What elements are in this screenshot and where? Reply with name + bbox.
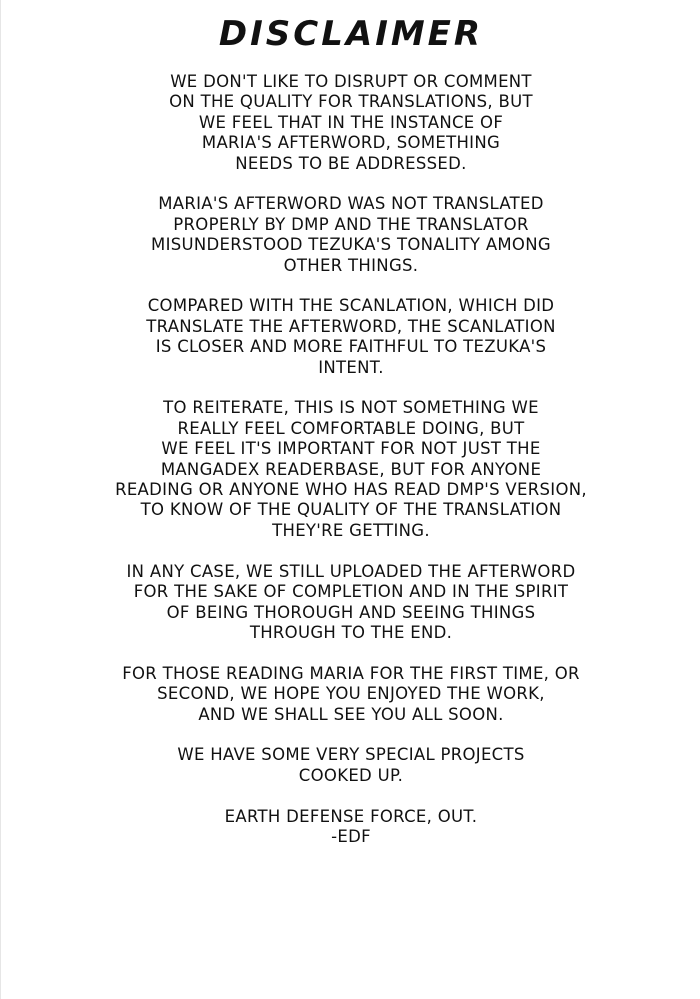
paragraph: [61, 72, 641, 174]
text-line: TO REITERATE, THIS IS NOT SOMETHING WE: [163, 398, 539, 418]
text-line: MARIA'S AFTERWORD, SOMETHING: [201, 133, 501, 153]
paragraph: [61, 398, 641, 541]
paragraph: [61, 194, 641, 276]
text-line: IN ANY CASE, WE STILL UPLOADED THE AFTERWORD: [126, 561, 576, 581]
text-line: INTENT.: [318, 357, 384, 377]
paragraph: [61, 664, 641, 725]
text-line: FOR THE SAKE OF COMPLETION AND IN THE SPIRIT: [133, 582, 569, 602]
text-line: AND WE SHALL SEE YOU ALL SOON.: [198, 704, 504, 724]
text-line: FOR THOSE READING MARIA FOR THE FIRST TIME, OR: [122, 663, 580, 683]
text-line: MARIA'S AFTERWORD WAS NOT TRANSLATED: [158, 194, 544, 214]
text-line: -EDF: [331, 826, 371, 846]
text-line: WE FEEL THAT IN THE INSTANCE OF: [198, 112, 504, 132]
text-line: MANGADEX READERBASE, BUT FOR ANYONE: [160, 459, 542, 479]
text-line: ON THE QUALITY FOR TRANSLATIONS, BUT: [169, 92, 533, 112]
text-line: MISUNDERSTOOD TEZUKA'S TONALITY AMONG: [151, 235, 551, 255]
text-line: THEY'RE GETTING.: [272, 520, 430, 540]
text-line: PROPERLY BY DMP AND THE TRANSLATOR: [173, 214, 529, 234]
text-line: IS CLOSER AND MORE FAITHFUL TO TEZUKA'S: [155, 337, 547, 357]
page-title: DISCLAIMER: [218, 14, 484, 54]
text-line: READING OR ANYONE WHO HAS READ DMP'S VERSION,: [115, 480, 587, 500]
text-line: TRANSLATE THE AFTERWORD, THE SCANLATION: [146, 316, 556, 336]
text-line: TO KNOW OF THE QUALITY OF THE TRANSLATION: [140, 500, 562, 520]
text-line: OTHER THINGS.: [283, 255, 419, 275]
text-line: SECOND, WE HOPE YOU ENJOYED THE WORK,: [157, 684, 545, 704]
text-line: COOKED UP.: [298, 765, 404, 785]
paragraph: [61, 296, 641, 378]
paragraph: [61, 807, 641, 848]
text-line: WE HAVE SOME VERY SPECIAL PROJECTS: [177, 745, 525, 765]
text-line: EARTH DEFENSE FORCE, OUT.: [224, 806, 478, 826]
text-line: THROUGH TO THE END.: [249, 622, 453, 642]
paragraph: [61, 745, 641, 786]
text-line: OF BEING THOROUGH AND SEEING THINGS: [166, 602, 536, 622]
text-line: WE FEEL IT'S IMPORTANT FOR NOT JUST THE: [161, 439, 541, 459]
text-line: COMPARED WITH THE SCANLATION, WHICH DID: [147, 296, 555, 316]
disclaimer-body: [61, 72, 641, 868]
text-line: WE DON'T LIKE TO DISRUPT OR COMMENT: [170, 72, 532, 91]
text-line: NEEDS TO BE ADDRESSED.: [235, 153, 467, 173]
text-line: REALLY FEEL COMFORTABLE DOING, BUT: [177, 418, 525, 438]
paragraph: [61, 562, 641, 644]
